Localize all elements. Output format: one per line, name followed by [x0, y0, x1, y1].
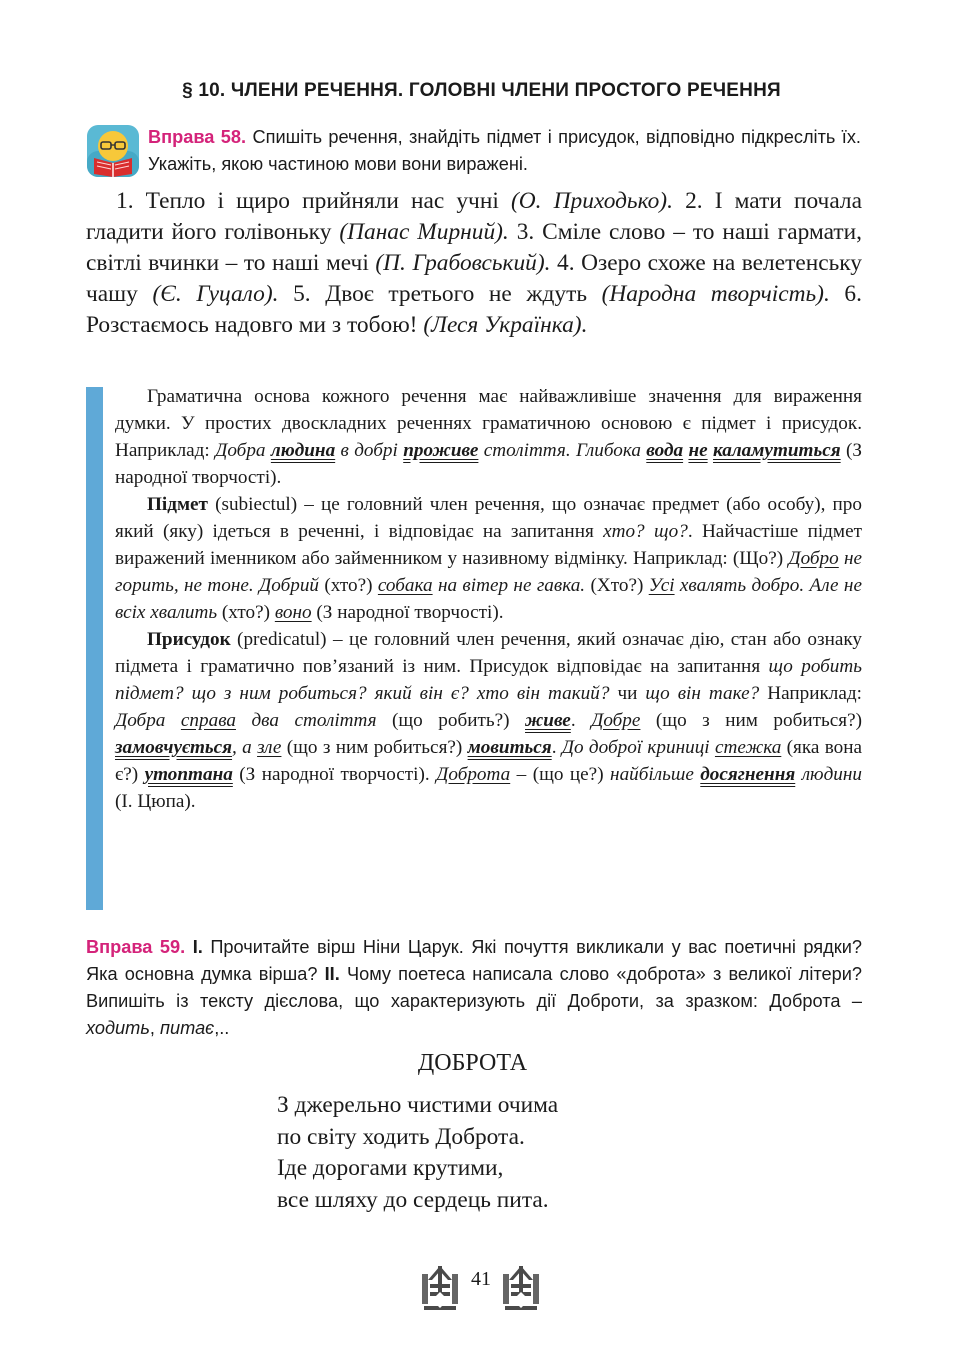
sentence: Тепло і щиро прийняли нас учні: [145, 188, 499, 214]
sentence-number: 2.: [685, 188, 703, 214]
exercise-58-instruction: [148, 124, 861, 178]
example-text: найбільше: [610, 764, 701, 785]
example-subject: вода: [646, 440, 684, 461]
task-part-two: II.: [324, 964, 340, 984]
sentence: Розстаємось надовго ми з тобою!: [86, 312, 418, 338]
sentence-source: (Є. Гуцало).: [152, 281, 279, 307]
sentence-source: (О. Приходько).: [510, 188, 673, 214]
example-subject: Добро: [788, 548, 839, 569]
question-text: (що з ним робиться?): [640, 710, 863, 731]
example-text: Добрий: [253, 575, 320, 596]
rule-text: . Найчастіше підмет виражений іменником або займенником у називному відмінку. Наприклад: (Що?): [115, 521, 862, 569]
poem-stanza: [277, 1090, 558, 1216]
grammar-rule-box: [115, 383, 862, 815]
sentence-number: 1.: [116, 188, 134, 214]
example-predicate: проживе: [403, 440, 479, 461]
example-subject: справа: [180, 710, 236, 731]
sentence: Двоє третього не ждуть: [325, 281, 588, 307]
rule-paragraph: [115, 626, 862, 815]
instruction-text: Спишіть речення, знайдіть підмет і присудок, відповідно підкресліть їх. Укажіть, якою частиною мови вони виражені.: [148, 127, 861, 174]
sentence-source: (Леся Українка).: [423, 312, 588, 338]
sample-word: питає: [160, 1018, 215, 1038]
poem-line: Іде дорогами крутими,: [277, 1155, 504, 1181]
example-source: (І. Цюпа).: [115, 791, 196, 812]
example-text: хвалять добро. Але не всіх хвалить: [115, 575, 862, 623]
poem-line: по світу ходить Доброта.: [277, 1123, 525, 1150]
example-subject: Доброта: [436, 764, 511, 785]
question-text: (яка вона є?): [115, 737, 863, 785]
question-text: хто? що?: [603, 521, 688, 542]
example-text: Добра: [115, 710, 181, 731]
question-text: (Хто?): [585, 575, 649, 596]
example-subject: собака: [377, 575, 433, 596]
rule-paragraph: [115, 491, 862, 626]
example-source: (З народної творчості).: [311, 602, 504, 623]
rule-text: (predicatul) – це головний член речення, який означає дію, стан або ознаку підмета і граматично пов’язаний із ним. Присудок відповідає на запитання: [115, 629, 862, 677]
example-text: , а: [232, 737, 258, 758]
example-subject: людина: [270, 440, 336, 461]
section-heading: § 10. ЧЛЕНИ РЕЧЕННЯ. ГОЛОВНІ ЧЛЕНИ ПРОСТОГО РЕЧЕННЯ: [182, 80, 781, 101]
example-predicate: замовчується: [115, 737, 233, 758]
example-source: (З народної творчості).: [115, 440, 863, 488]
instruction-text: Чому поетеса написала слово «доброта» з великої літери? Випишіть із тексту дієслова, що характеризують дії Доброти, за зразком: Доброта –: [86, 964, 863, 1011]
sentence-number: 3.: [516, 219, 535, 245]
example-predicate: не: [688, 440, 708, 461]
example-predicate: живе: [525, 710, 571, 731]
question-text: (що з ним робиться?): [281, 737, 468, 758]
exercise-label: Вправа 58.: [148, 127, 247, 147]
example-text: на вітер не гавка.: [432, 575, 586, 596]
example-predicate: каламутиться: [713, 440, 841, 461]
rule-paragraph: [115, 383, 862, 491]
example-text: До доброї криниці: [561, 737, 715, 758]
example-subject: воно: [274, 602, 312, 623]
rule-side-bar: [86, 387, 103, 910]
rule-text: Граматична основа кожного речення має найважливіше значення для вираження думки. У простих двоскладних реченнях граматичною основою є підмет і присудок. Наприклад:: [115, 386, 862, 461]
punctuation: .: [551, 737, 562, 758]
example-text: Добра: [215, 440, 271, 461]
sentence-number: 4.: [557, 250, 575, 276]
sample-word: ходить: [86, 1018, 150, 1038]
sentence: Сміле слово – то наші гармати, світлі вчинки – то наші мечі: [86, 219, 862, 276]
example-subject: зле: [257, 737, 282, 758]
question-text: – (що це?): [510, 764, 611, 785]
term-predicate: Присудок: [147, 629, 231, 650]
poem-title: ДОБРОТА: [417, 1050, 528, 1076]
punctuation: ,: [149, 1018, 160, 1038]
exercise-label: Вправа 59.: [86, 937, 186, 957]
example-text: людини: [795, 764, 863, 785]
punctuation: .: [570, 710, 592, 731]
sentence-source: (Народна творчість).: [601, 281, 830, 307]
example-subject: Добре: [591, 710, 641, 731]
poem-line: З джерельно чистими очима: [277, 1092, 559, 1118]
folk-ornament-icon: [418, 1262, 462, 1312]
example-predicate: мовиться: [467, 737, 552, 758]
folk-ornament-icon: [499, 1262, 543, 1312]
example-subject: стежка: [714, 737, 782, 758]
exercise-58-sentences: [86, 186, 862, 341]
rule-text: чи: [609, 683, 646, 704]
example-predicate: досягнення: [700, 764, 796, 785]
page-number: 41: [471, 1268, 491, 1290]
punctuation: ,..: [214, 1018, 230, 1038]
exercise-59-instruction: [86, 934, 862, 1042]
rule-text: (subiectul) – це головний член речення, що означає предмет (або особу), про який (яку) ідеться в реченні, і відповідає на запитання: [115, 494, 862, 542]
rule-text: Наприклад:: [759, 683, 862, 704]
example-subject: Усі: [648, 575, 675, 596]
sentence-number: 5.: [293, 281, 311, 307]
question-text: (хто?): [319, 575, 378, 596]
poem-line: все шляху до сердець пита.: [277, 1186, 549, 1213]
sentence: Озеро схоже на велетенську чашу: [86, 250, 862, 307]
example-text: в добрі: [335, 440, 404, 461]
example-text: Глибока: [570, 440, 647, 461]
sentence-source: (П. Грабовський).: [375, 250, 551, 276]
question-text: що він таке?: [645, 683, 760, 704]
term-subject: Підмет: [147, 494, 208, 515]
sentence: І мати почала гладити його голівоньку: [86, 188, 862, 245]
question-text: що робить підмет? що з ним робиться? який він є? хто він такий?: [115, 656, 862, 704]
sentence-source: (Панас Мирний).: [339, 219, 509, 245]
question-text: (що робить?): [376, 710, 526, 731]
sentence-number: 6.: [844, 281, 862, 307]
example-text: століття.: [478, 440, 571, 461]
example-source: (З народної творчості).: [232, 764, 437, 785]
task-part-one: I.: [192, 937, 203, 957]
example-predicate: утоптана: [144, 764, 233, 785]
question-text: (хто?): [217, 602, 275, 623]
reading-smiley-icon: [86, 124, 140, 178]
example-text: два століття: [235, 710, 377, 731]
example-text: не горить, не тоне.: [115, 548, 862, 596]
instruction-text: Прочитайте вірш Ніни Царук. Які почуття викликали у вас поетичні рядки? Яка основна думка вірша?: [86, 937, 862, 984]
